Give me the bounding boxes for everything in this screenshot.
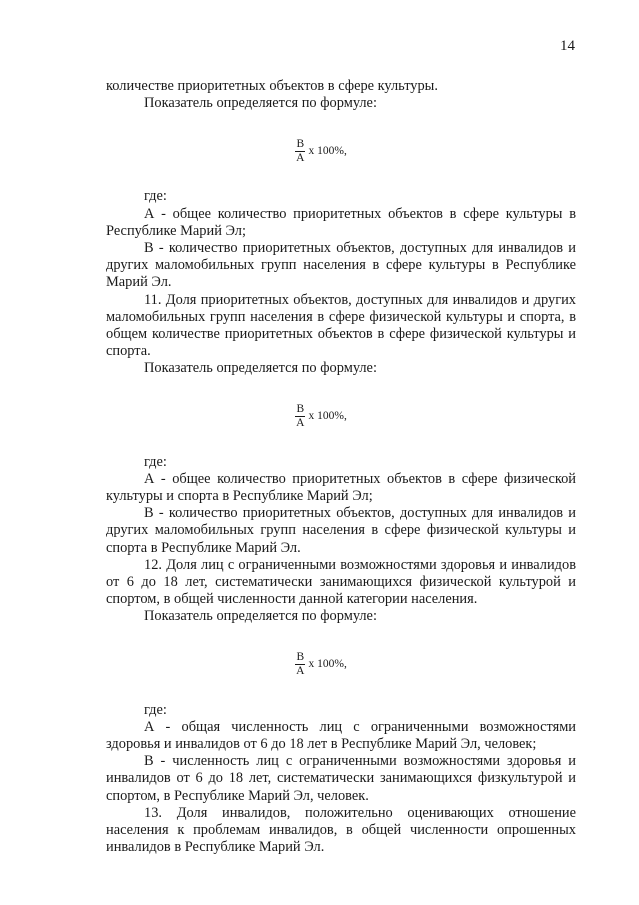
fraction-numerator: В	[296, 403, 305, 416]
definition-b: В - численность лиц с ограниченными возможностями здоровья и инвалидов от 6 до 18 лет, систематически занимающихся физкультурой и спортом, в Республике Марий Эл, человек.	[106, 753, 576, 804]
item-11-title: 11. Доля приоритетных объектов, доступных для инвалидов и других маломобильных групп населения в сфере физической культуры и спорта, в общем количестве приоритетных объектов в сфере физической культуры и спорта.	[106, 291, 576, 360]
formula-intro: Показатель определяется по формуле:	[144, 608, 377, 625]
formula	[106, 386, 576, 448]
definition-b: В - количество приоритетных объектов, доступных для инвалидов и других маломобильных групп населения в сфере физической культуры и спорта в Республике Марий Эл.	[106, 505, 576, 556]
fraction-numerator: В	[296, 651, 305, 664]
definition-a: А - общее количество приоритетных объектов в сфере физической культуры и спорта в Республике Марий Эл;	[106, 470, 576, 505]
formula-multiplier: х 100%,	[308, 144, 347, 157]
continuation-line: количестве приоритетных объектов в сфере культуры.	[106, 78, 438, 94]
definition-a: А - общее количество приоритетных объектов в сфере культуры в Республике Марий Эл;	[106, 205, 576, 239]
fraction-denominator: А	[296, 417, 305, 430]
where-label: где:	[144, 188, 167, 205]
page-number: 14	[560, 38, 575, 54]
item-13-title: 13. Доля инвалидов, положительно оценивающих отношение населения к проблемам инвалидов, в общей численности опрошенных инвалидов в Республике Марий Эл.	[106, 804, 576, 856]
formula-multiplier: х 100%,	[308, 658, 347, 671]
where-label: где:	[144, 453, 167, 470]
fraction	[295, 403, 305, 430]
where-label: где:	[144, 701, 167, 718]
fraction-numerator: В	[296, 137, 305, 150]
definition-a: А - общая численность лиц с ограниченными возможностями здоровья и инвалидов от 6 до 18 лет в Республике Марий Эл, человек;	[106, 718, 576, 753]
formula	[106, 120, 576, 182]
formula	[106, 634, 576, 696]
fraction-denominator: А	[296, 151, 305, 164]
item-12-title: 12. Доля лиц с ограниченными возможностями здоровья и инвалидов от 6 до 18 лет, систематически занимающихся физической культурой и спортом, в общей численности данной категории населения.	[106, 556, 576, 608]
formula-multiplier: х 100%,	[308, 410, 347, 423]
fraction	[295, 138, 305, 165]
formula-intro: Показатель определяется по формуле:	[144, 95, 377, 112]
formula-intro: Показатель определяется по формуле:	[144, 360, 377, 377]
fraction-denominator: А	[296, 665, 305, 678]
definition-b: В - количество приоритетных объектов, доступных для инвалидов и других маломобильных групп населения в сфере культуры в Республике Марий Эл.	[106, 240, 576, 291]
document-body	[106, 78, 576, 857]
fraction	[295, 651, 305, 678]
